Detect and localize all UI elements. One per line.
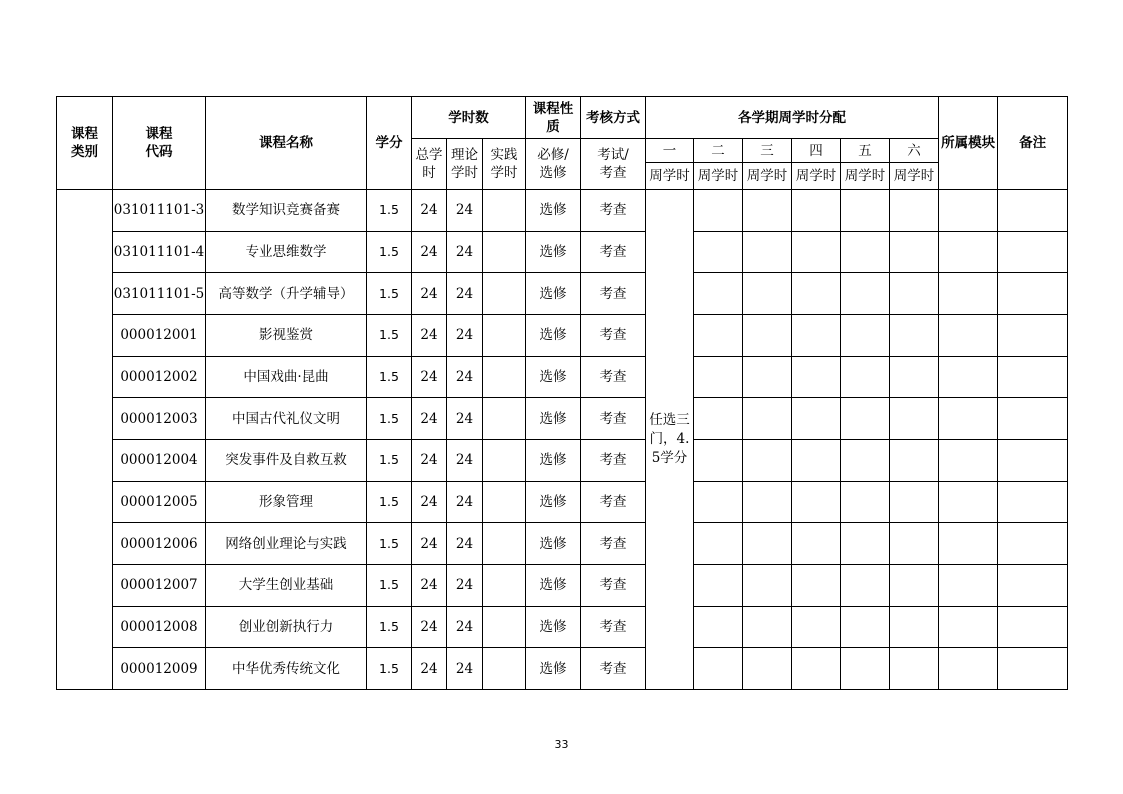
exam-method: 考查 <box>581 231 646 273</box>
exam-method: 考查 <box>581 564 646 606</box>
semester-3-hours <box>743 190 792 232</box>
semester-2-hours <box>694 481 743 523</box>
semester-4-hours <box>792 439 841 481</box>
semester-5-hours <box>841 564 890 606</box>
table-row <box>57 648 1068 690</box>
semester-6-hours <box>890 564 939 606</box>
semester-6-hours <box>890 439 939 481</box>
header-exam: 考核方式 <box>581 97 646 139</box>
header-nature-options: 必修/ 选修 <box>526 139 581 190</box>
remarks-cell <box>998 606 1068 648</box>
semester-3-hours <box>743 481 792 523</box>
semester-4-hours <box>792 273 841 315</box>
semester-5-hours <box>841 523 890 565</box>
hours-theory: 24 <box>447 273 483 315</box>
semester-6-hours <box>890 606 939 648</box>
hours-total: 24 <box>412 481 447 523</box>
remarks-cell <box>998 564 1068 606</box>
remarks-cell <box>998 231 1068 273</box>
course-name: 专业思维数学 <box>206 231 367 273</box>
hours-practice <box>483 564 526 606</box>
semester-2-hours <box>694 398 743 440</box>
semester-5-hours <box>841 273 890 315</box>
hours-total: 24 <box>412 523 447 565</box>
course-credit: 1.5 <box>367 523 412 565</box>
hours-total: 24 <box>412 231 447 273</box>
table-row <box>57 564 1068 606</box>
course-code: 000012007 <box>113 564 206 606</box>
hours-theory: 24 <box>447 564 483 606</box>
semester-6-hours <box>890 190 939 232</box>
header-nature: 课程性 质 <box>526 97 581 139</box>
hours-total: 24 <box>412 356 447 398</box>
header-hours: 学时数 <box>412 97 526 139</box>
semester-3-hours <box>743 523 792 565</box>
semester-2: 二 <box>694 139 743 163</box>
header-hours-practice: 实践 学时 <box>483 139 526 190</box>
hours-practice <box>483 481 526 523</box>
semester-3-hours <box>743 564 792 606</box>
table-row <box>57 606 1068 648</box>
table-row <box>57 439 1068 481</box>
table-row <box>57 190 1068 232</box>
semester-4-hours <box>792 523 841 565</box>
hours-total: 24 <box>412 648 447 690</box>
semester-5-hours <box>841 356 890 398</box>
course-code: 000012002 <box>113 356 206 398</box>
course-credit: 1.5 <box>367 356 412 398</box>
module-cell <box>939 356 998 398</box>
weekly-hours-label: 周学时 <box>792 163 841 190</box>
semester-4-hours <box>792 356 841 398</box>
remarks-cell <box>998 481 1068 523</box>
course-code: 000012001 <box>113 314 206 356</box>
remarks-cell <box>998 523 1068 565</box>
semester-5-hours <box>841 398 890 440</box>
course-credit: 1.5 <box>367 190 412 232</box>
semester-4-hours <box>792 398 841 440</box>
semester-2-hours <box>694 439 743 481</box>
exam-method: 考查 <box>581 273 646 315</box>
module-cell <box>939 481 998 523</box>
semester-3-hours <box>743 314 792 356</box>
course-code: 000012003 <box>113 398 206 440</box>
table-row <box>57 523 1068 565</box>
course-name: 突发事件及自救互救 <box>206 439 367 481</box>
course-nature: 选修 <box>526 231 581 273</box>
weekly-hours-label: 周学时 <box>841 163 890 190</box>
semester-5-hours <box>841 439 890 481</box>
semester-3-hours <box>743 231 792 273</box>
semester-2-hours <box>694 523 743 565</box>
curriculum-table <box>56 96 1068 690</box>
header-module: 所属模块 <box>939 97 998 190</box>
semester-4-hours <box>792 564 841 606</box>
semester-3-hours <box>743 273 792 315</box>
course-credit: 1.5 <box>367 439 412 481</box>
semester-2-hours <box>694 356 743 398</box>
weekly-hours-label: 周学时 <box>743 163 792 190</box>
hours-practice <box>483 398 526 440</box>
course-code: 000012009 <box>113 648 206 690</box>
hours-practice <box>483 606 526 648</box>
course-name: 影视鉴赏 <box>206 314 367 356</box>
semester-6: 六 <box>890 139 939 163</box>
course-nature: 选修 <box>526 273 581 315</box>
semester-5-hours <box>841 648 890 690</box>
hours-practice <box>483 190 526 232</box>
semester-5-hours <box>841 190 890 232</box>
course-credit: 1.5 <box>367 314 412 356</box>
semester-4-hours <box>792 190 841 232</box>
weekly-hours-label: 周学时 <box>646 163 694 190</box>
exam-method: 考查 <box>581 356 646 398</box>
course-nature: 选修 <box>526 564 581 606</box>
course-credit: 1.5 <box>367 564 412 606</box>
course-code: 031011101-3 <box>113 190 206 232</box>
hours-total: 24 <box>412 398 447 440</box>
hours-theory: 24 <box>447 356 483 398</box>
course-nature: 选修 <box>526 439 581 481</box>
semester-2-hours <box>694 314 743 356</box>
semester-6-hours <box>890 481 939 523</box>
hours-practice <box>483 648 526 690</box>
semester-5-hours <box>841 231 890 273</box>
semester-4: 四 <box>792 139 841 163</box>
semester-6-hours <box>890 231 939 273</box>
remarks-cell <box>998 273 1068 315</box>
hours-total: 24 <box>412 606 447 648</box>
header-name: 课程名称 <box>206 97 367 190</box>
semester-3-hours <box>743 356 792 398</box>
hours-theory: 24 <box>447 606 483 648</box>
module-cell <box>939 439 998 481</box>
semester-3-hours <box>743 439 792 481</box>
module-cell <box>939 273 998 315</box>
course-name: 中华优秀传统文化 <box>206 648 367 690</box>
semester-3-hours <box>743 398 792 440</box>
course-code: 000012005 <box>113 481 206 523</box>
semester-4-hours <box>792 231 841 273</box>
course-nature: 选修 <box>526 190 581 232</box>
course-code: 031011101-5 <box>113 273 206 315</box>
hours-total: 24 <box>412 190 447 232</box>
course-code: 000012004 <box>113 439 206 481</box>
hours-theory: 24 <box>447 481 483 523</box>
semester-6-hours <box>890 523 939 565</box>
course-code: 000012006 <box>113 523 206 565</box>
remarks-cell <box>998 314 1068 356</box>
table-row <box>57 356 1068 398</box>
hours-theory: 24 <box>447 314 483 356</box>
hours-total: 24 <box>412 564 447 606</box>
semester-2-hours <box>694 190 743 232</box>
course-nature: 选修 <box>526 314 581 356</box>
table-row <box>57 231 1068 273</box>
exam-method: 考查 <box>581 481 646 523</box>
exam-method: 考查 <box>581 523 646 565</box>
hours-total: 24 <box>412 273 447 315</box>
semester-1-note: 任选三门，4.5学分 <box>646 190 694 690</box>
exam-method: 考查 <box>581 190 646 232</box>
semester-2-hours <box>694 606 743 648</box>
module-cell <box>939 564 998 606</box>
header-credit: 学分 <box>367 97 412 190</box>
module-cell <box>939 398 998 440</box>
course-nature: 选修 <box>526 356 581 398</box>
hours-total: 24 <box>412 439 447 481</box>
semester-5: 五 <box>841 139 890 163</box>
course-name: 创业创新执行力 <box>206 606 367 648</box>
semester-4-hours <box>792 481 841 523</box>
table-row <box>57 398 1068 440</box>
exam-method: 考查 <box>581 606 646 648</box>
course-credit: 1.5 <box>367 398 412 440</box>
header-hours-total: 总学 时 <box>412 139 447 190</box>
hours-practice <box>483 439 526 481</box>
course-code: 000012008 <box>113 606 206 648</box>
hours-practice <box>483 231 526 273</box>
semester-1: 一 <box>646 139 694 163</box>
header-hours-theory: 理论 学时 <box>447 139 483 190</box>
course-nature: 选修 <box>526 606 581 648</box>
course-nature: 选修 <box>526 648 581 690</box>
header-semesters: 各学期周学时分配 <box>646 97 939 139</box>
hours-practice <box>483 523 526 565</box>
course-name: 网络创业理论与实践 <box>206 523 367 565</box>
remarks-cell <box>998 356 1068 398</box>
hours-theory: 24 <box>447 439 483 481</box>
semester-6-hours <box>890 273 939 315</box>
hours-theory: 24 <box>447 523 483 565</box>
hours-practice <box>483 273 526 315</box>
semester-2-hours <box>694 564 743 606</box>
exam-method: 考查 <box>581 439 646 481</box>
header-code: 课程 代码 <box>113 97 206 190</box>
semester-5-hours <box>841 481 890 523</box>
hours-theory: 24 <box>447 231 483 273</box>
course-credit: 1.5 <box>367 273 412 315</box>
hours-practice <box>483 314 526 356</box>
semester-3-hours <box>743 648 792 690</box>
course-rows <box>57 190 1068 690</box>
header-category: 课程 类别 <box>57 97 113 190</box>
semester-4-hours <box>792 314 841 356</box>
category-cell <box>57 190 113 690</box>
hours-practice <box>483 356 526 398</box>
semester-6-hours <box>890 398 939 440</box>
course-name: 中国古代礼仪文明 <box>206 398 367 440</box>
header-exam-options: 考试/ 考查 <box>581 139 646 190</box>
semester-2-hours <box>694 648 743 690</box>
module-cell <box>939 648 998 690</box>
course-nature: 选修 <box>526 523 581 565</box>
semester-5-hours <box>841 606 890 648</box>
module-cell <box>939 606 998 648</box>
module-cell <box>939 190 998 232</box>
course-credit: 1.5 <box>367 481 412 523</box>
course-nature: 选修 <box>526 398 581 440</box>
remarks-cell <box>998 648 1068 690</box>
remarks-cell <box>998 190 1068 232</box>
hours-theory: 24 <box>447 398 483 440</box>
semester-3: 三 <box>743 139 792 163</box>
exam-method: 考查 <box>581 314 646 356</box>
semester-6-hours <box>890 356 939 398</box>
module-cell <box>939 231 998 273</box>
page-number: 33 <box>554 738 569 751</box>
course-name: 形象管理 <box>206 481 367 523</box>
course-name: 数学知识竞赛备赛 <box>206 190 367 232</box>
remarks-cell <box>998 398 1068 440</box>
course-name: 高等数学（升学辅导） <box>206 273 367 315</box>
table-row <box>57 314 1068 356</box>
remarks-cell <box>998 439 1068 481</box>
course-code: 031011101-4 <box>113 231 206 273</box>
course-nature: 选修 <box>526 481 581 523</box>
table-row <box>57 273 1068 315</box>
course-credit: 1.5 <box>367 648 412 690</box>
course-name: 中国戏曲·昆曲 <box>206 356 367 398</box>
semester-6-hours <box>890 648 939 690</box>
semester-4-hours <box>792 648 841 690</box>
weekly-hours-label: 周学时 <box>890 163 939 190</box>
hours-theory: 24 <box>447 190 483 232</box>
course-name: 大学生创业基础 <box>206 564 367 606</box>
hours-total: 24 <box>412 314 447 356</box>
semester-6-hours <box>890 314 939 356</box>
semester-5-hours <box>841 314 890 356</box>
semester-3-hours <box>743 606 792 648</box>
semester-2-hours <box>694 231 743 273</box>
module-cell <box>939 314 998 356</box>
semester-2-hours <box>694 273 743 315</box>
semester-4-hours <box>792 606 841 648</box>
hours-theory: 24 <box>447 648 483 690</box>
course-credit: 1.5 <box>367 606 412 648</box>
header-remarks: 备注 <box>998 97 1068 190</box>
exam-method: 考查 <box>581 648 646 690</box>
module-cell <box>939 523 998 565</box>
weekly-hours-label: 周学时 <box>694 163 743 190</box>
course-credit: 1.5 <box>367 231 412 273</box>
exam-method: 考查 <box>581 398 646 440</box>
table-row <box>57 481 1068 523</box>
